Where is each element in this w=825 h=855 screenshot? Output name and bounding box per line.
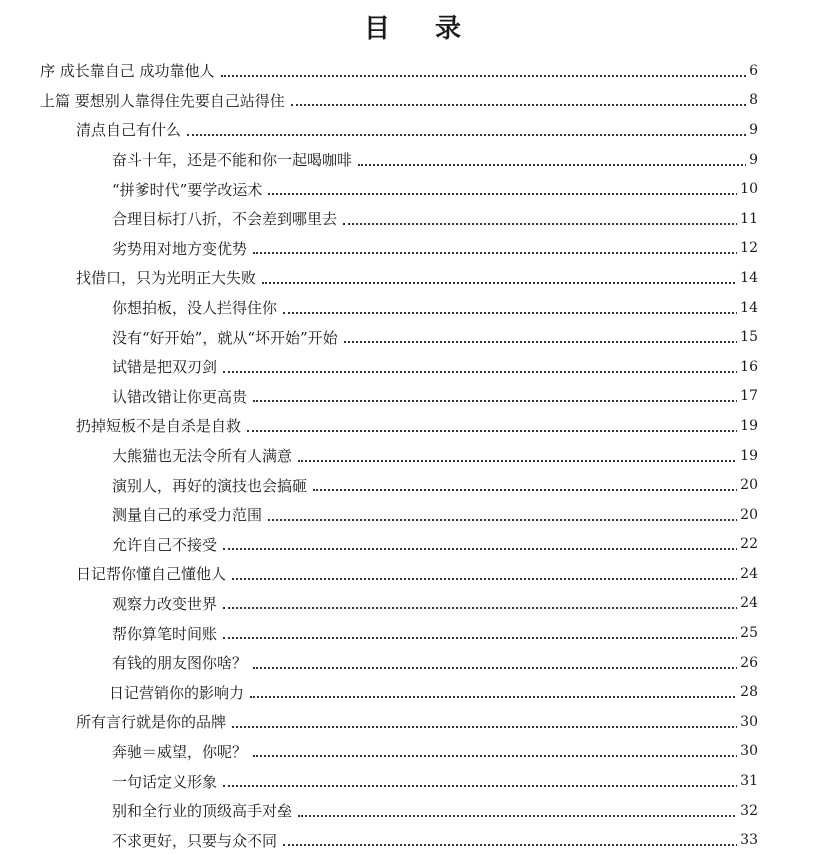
toc-entry-title: 演别人，再好的演技也会搞砸 (112, 476, 308, 495)
dot-leader (223, 637, 754, 639)
toc-entry[interactable] (0, 677, 825, 707)
toc-entry[interactable] (0, 500, 825, 530)
toc-entry-page-number: 20 (737, 507, 758, 523)
toc-entry-page-number: 16 (737, 359, 758, 375)
toc-entry-title: 清点自己有什么 (76, 121, 182, 140)
dot-leader (223, 607, 754, 609)
toc-entry-page-number: 30 (737, 714, 758, 730)
toc-entry-page-number: 25 (737, 625, 758, 641)
dot-leader (291, 104, 754, 106)
toc-entry-title: 观察力改变世界 (112, 594, 218, 613)
toc-entry-page-number: 9 (746, 122, 758, 138)
toc-entry-page-number: 20 (737, 477, 758, 493)
toc-entry-page-number: 22 (737, 536, 758, 552)
toc-entry[interactable] (0, 145, 825, 175)
dot-leader (187, 134, 754, 136)
toc-entry[interactable] (0, 263, 825, 293)
toc-entry[interactable] (0, 648, 825, 678)
toc-entry[interactable] (0, 352, 825, 382)
toc-entry-title: 扔掉短板不是自杀是自救 (76, 417, 242, 436)
dot-leader (298, 460, 754, 462)
dot-leader (247, 430, 754, 432)
toc-entry-title: 没有“好开始”，就从“坏开始”开始 (112, 328, 338, 347)
toc-entry[interactable] (0, 382, 825, 412)
dot-leader (358, 164, 754, 166)
toc-entry-title: 日记帮你懂自己懂他人 (76, 565, 227, 584)
toc-entry-title: 试错是把双刃剑 (112, 358, 218, 377)
toc-entry[interactable] (0, 86, 825, 116)
dot-leader (253, 400, 754, 402)
toc-entry-page-number: 19 (737, 418, 758, 434)
dot-leader (268, 193, 754, 195)
toc-entry-page-number: 24 (737, 595, 758, 611)
toc-entry[interactable] (0, 559, 825, 589)
toc-entry-title: 认错改错让你更高贵 (112, 387, 248, 406)
toc-entry-page-number: 32 (737, 803, 758, 819)
toc-entry-title: 合理目标打八折，不会差到哪里去 (112, 210, 338, 229)
toc-entry[interactable] (0, 115, 825, 145)
dot-leader (283, 844, 754, 846)
toc-entry-title: 别和全行业的顶级高手对垒 (112, 802, 293, 821)
dot-leader (262, 282, 754, 284)
toc-entry-page-number: 12 (737, 240, 758, 256)
toc-entry[interactable] (0, 766, 825, 796)
dot-leader (313, 489, 754, 491)
toc-entry-title: 一句话定义形象 (112, 772, 218, 791)
toc-entry-title: 允许自己不接受 (112, 535, 218, 554)
toc-entry[interactable] (0, 737, 825, 767)
toc-entry-page-number: 19 (737, 448, 758, 464)
toc-entry-page-number: 9 (746, 152, 758, 168)
toc-entry-page-number: 33 (737, 832, 758, 848)
toc-entry-page-number: 14 (737, 300, 758, 316)
dot-leader (343, 223, 754, 225)
toc-entry-title: 帮你算笔时间账 (112, 624, 218, 643)
toc-entry[interactable] (0, 589, 825, 619)
toc-entry-page-number: 10 (737, 181, 758, 197)
dot-leader (253, 667, 754, 669)
toc-entry-title: 找借口，只为光明正大失败 (76, 269, 257, 288)
toc-entry-title: 所有言行就是你的品牌 (76, 713, 227, 732)
dot-leader (232, 578, 754, 580)
dot-leader (253, 252, 754, 254)
toc-entry[interactable] (0, 174, 825, 204)
toc-entry[interactable] (0, 796, 825, 826)
toc-entry-title: 大熊猫也无法令所有人满意 (112, 447, 293, 466)
toc-entry-page-number: 26 (737, 655, 758, 671)
dot-leader (223, 548, 754, 550)
toc-entry[interactable] (0, 234, 825, 264)
dot-leader (298, 815, 754, 817)
toc-entry-title: 不求更好，只要与众不同 (112, 831, 278, 850)
toc-entry[interactable] (0, 293, 825, 323)
toc-entry-title: 测量自己的承受力范围 (112, 506, 263, 525)
toc-entry-title: 日记营销你的影响力 (109, 683, 245, 702)
toc-entry[interactable] (0, 441, 825, 471)
toc-entry-title: 奔驰＝威望，你呢？ (112, 742, 248, 761)
toc-entry[interactable] (0, 618, 825, 648)
toc-entry[interactable] (0, 470, 825, 500)
toc-entry-page-number: 24 (737, 566, 758, 582)
toc-entry[interactable] (0, 530, 825, 560)
toc-entry-title: 劣势用对地方变优势 (112, 239, 248, 258)
dot-leader (268, 519, 754, 521)
toc-entry-page-number: 28 (737, 684, 758, 700)
toc-entry-title: 你想拍板，没人拦得住你 (112, 299, 278, 318)
dot-leader (283, 312, 754, 314)
dot-leader (221, 75, 754, 77)
toc-entry-title: 序 成长靠自己 成功靠他人 (40, 62, 215, 81)
toc-entry[interactable] (0, 204, 825, 234)
toc-entry-title: 上篇 要想别人靠得住先要自己站得住 (40, 91, 285, 110)
toc-entry-title: 有钱的朋友图你啥？ (112, 654, 248, 673)
toc-entry-page-number: 17 (737, 388, 758, 404)
toc-entry-page-number: 8 (746, 92, 758, 108)
toc-entry-page-number: 14 (737, 270, 758, 286)
page-title: 目 录 (363, 14, 480, 44)
toc-entry-title: “拼爹时代”要学改运术 (112, 180, 263, 199)
table-of-contents (0, 56, 825, 855)
toc-entry[interactable] (0, 707, 825, 737)
dot-leader (250, 696, 754, 698)
toc-entry-page-number: 15 (737, 329, 758, 345)
toc-entry[interactable] (0, 56, 825, 86)
dot-leader (223, 371, 754, 373)
toc-entry-page-number: 31 (737, 773, 758, 789)
dot-leader (344, 341, 754, 343)
toc-entry-page-number: 30 (737, 743, 758, 759)
toc-entry-page-number: 6 (746, 63, 758, 79)
dot-leader (253, 755, 754, 757)
toc-entry[interactable] (0, 322, 825, 352)
toc-entry-page-number: 11 (737, 211, 758, 227)
toc-entry-title: 奋斗十年，还是不能和你一起喝咖啡 (112, 151, 353, 170)
dot-leader (232, 726, 754, 728)
toc-entry[interactable] (0, 411, 825, 441)
dot-leader (223, 785, 754, 787)
